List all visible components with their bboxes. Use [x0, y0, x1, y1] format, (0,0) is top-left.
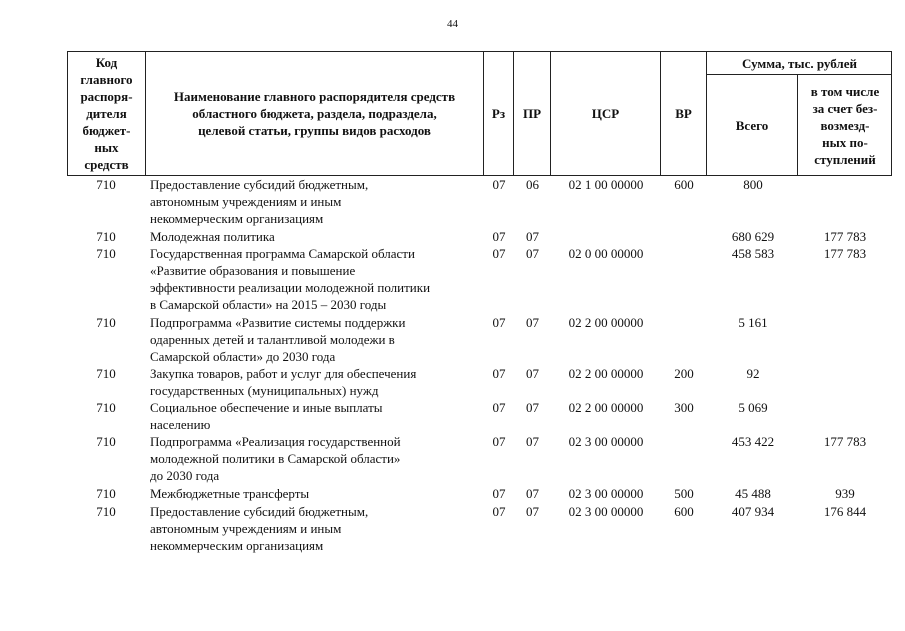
row-vr: 600	[674, 504, 694, 519]
row-pr: 07	[526, 400, 539, 415]
row-rz: 07	[492, 504, 506, 519]
row-total: 453 422	[731, 434, 775, 449]
header-vr: ВР	[675, 106, 692, 121]
row-vr: 600	[674, 177, 694, 192]
row-name: Закупка товаров, работ и услуг для обеспечения государственных (муниципальных) нужд	[150, 366, 417, 398]
row-rz: 07	[492, 434, 506, 449]
row-code: 710	[96, 504, 116, 519]
row-rz: 07	[492, 486, 506, 501]
row-rz: 07	[492, 177, 506, 192]
row-total: 45 488	[735, 486, 771, 501]
row-vr: 300	[674, 400, 694, 415]
row-incl: 176 844	[823, 504, 867, 519]
row-pr: 06	[526, 177, 539, 192]
row-code: 710	[96, 315, 116, 330]
row-code: 710	[96, 486, 116, 501]
row-name: Подпрограмма «Развитие системы поддержки одаренных детей и талантливой молодежи в Самарской области» до 2030 года	[150, 315, 406, 364]
row-code: 710	[96, 177, 116, 192]
row-csr: 02 3 00 00000	[568, 504, 644, 519]
header-name: Наименование главного распорядителя средств областного бюджета, раздела, подраздела, целевой статьи, группы видов расходов	[173, 89, 456, 138]
row-total: 5 161	[738, 315, 768, 330]
row-total: 458 583	[731, 246, 775, 261]
header-csr: ЦСР	[591, 106, 620, 121]
row-vr: 200	[674, 366, 694, 381]
row-rz: 07	[492, 229, 506, 244]
row-name: Социальное обеспечение и иные выплаты населению	[150, 400, 383, 432]
row-csr: 02 2 00 00000	[568, 400, 644, 415]
row-name: Межбюджетные трансферты	[150, 486, 310, 501]
row-rz: 07	[492, 246, 506, 261]
row-pr: 07	[526, 246, 539, 261]
row-total: 92	[746, 366, 760, 381]
header-code: Код главного распоря- дителя бюджет- ных средств	[80, 55, 133, 172]
row-rz: 07	[492, 366, 506, 381]
row-name: Молодежная политика	[150, 229, 275, 244]
row-name: Предоставление субсидий бюджетным, автономным учреждениям и иным некоммерческим организациям	[150, 177, 369, 226]
row-csr: 02 1 00 00000	[568, 177, 644, 192]
header-rz: Рз	[491, 106, 506, 121]
row-pr: 07	[526, 229, 539, 244]
row-csr: 02 0 00 00000	[568, 246, 644, 261]
row-name: Подпрограмма «Реализация государственной молодежной политики в Самарской области» до 2030 года	[150, 434, 401, 483]
row-vr: 500	[674, 486, 694, 501]
row-code: 710	[96, 400, 116, 415]
row-rz: 07	[492, 315, 506, 330]
row-total: 407 934	[731, 504, 775, 519]
row-total: 800	[743, 177, 763, 192]
row-incl: 177 783	[823, 246, 867, 261]
row-name: Предоставление субсидий бюджетным, автономным учреждениям и иным некоммерческим организациям	[150, 504, 369, 553]
row-csr: 02 2 00 00000	[568, 315, 644, 330]
row-pr: 07	[526, 366, 539, 381]
header-sum: Сумма, тыс. рублей	[742, 55, 857, 71]
row-code: 710	[96, 366, 116, 381]
row-rz: 07	[492, 400, 506, 415]
page-number: 44	[447, 18, 458, 30]
row-pr: 07	[526, 434, 539, 449]
header-pr: ПР	[522, 106, 542, 121]
row-csr: 02 3 00 00000	[568, 434, 644, 449]
row-total: 5 069	[738, 400, 768, 415]
row-csr: 02 3 00 00000	[568, 486, 644, 501]
row-pr: 07	[526, 504, 539, 519]
row-code: 710	[96, 229, 116, 244]
row-incl: 939	[835, 486, 855, 501]
header-total: Всего	[735, 117, 769, 133]
row-incl: 177 783	[823, 229, 867, 244]
row-total: 680 629	[731, 229, 775, 244]
row-incl: 177 783	[823, 434, 867, 449]
row-code: 710	[96, 246, 116, 261]
row-pr: 07	[526, 486, 539, 501]
row-name: Государственная программа Самарской области «Развитие образования и повышение эффективности реализации молодежной политики в Самарской области» на 2015 – 2030 годы	[150, 246, 431, 312]
row-pr: 07	[526, 315, 539, 330]
header-incl: в том числе за счет без- возмезд- ных по- ступлений	[810, 83, 880, 167]
row-code: 710	[96, 434, 116, 449]
row-csr: 02 2 00 00000	[568, 366, 644, 381]
